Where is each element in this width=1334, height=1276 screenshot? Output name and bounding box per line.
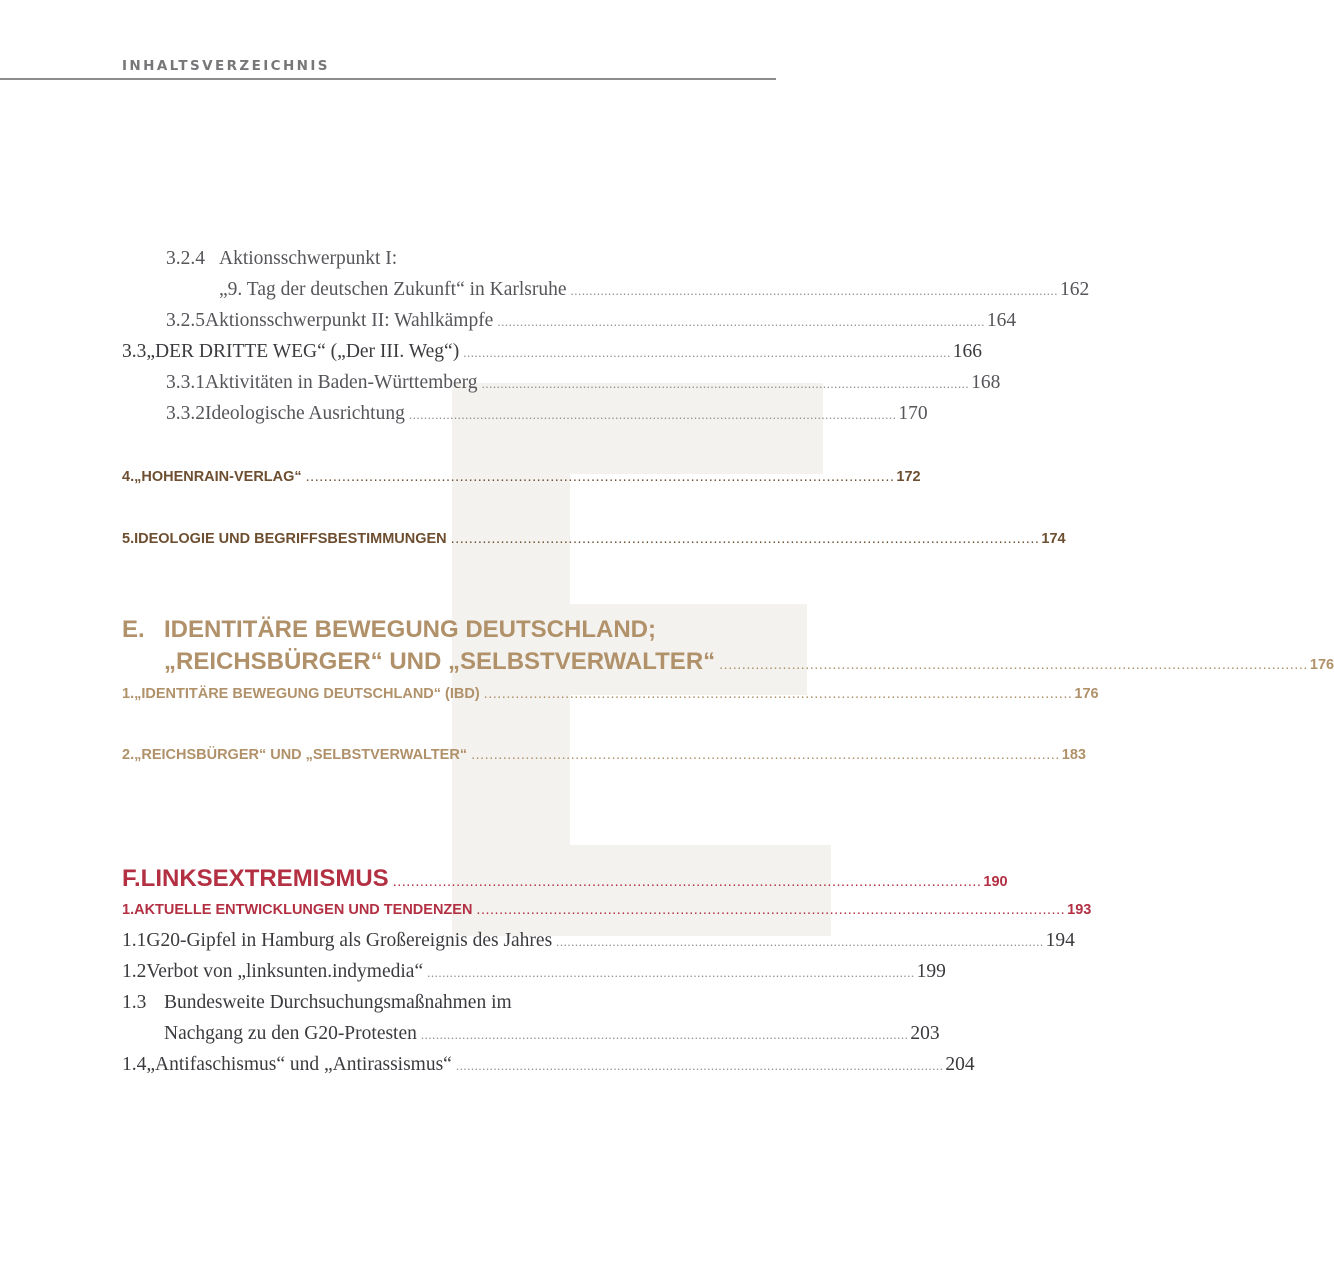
entry-title: „REICHSBÜRGER“ UND „SELBSTVERWALTER“ (134, 747, 468, 763)
toc-entry-e-2 (122, 747, 1086, 777)
leader-dots: .................................................................................................................................. (719, 657, 1308, 673)
leader-dots: .................................................................................................................................. (408, 407, 897, 422)
entry-page: 194 (1045, 930, 1075, 951)
toc-entry-1-3 (122, 992, 770, 1022)
toc-entry-3-2-4-continued (219, 279, 1090, 309)
leader-dots: .................................................................................................................................. (427, 965, 915, 980)
entry-number: 1.1 (122, 930, 147, 951)
entry-number: 3.3 (122, 341, 147, 362)
leader-dots: .................................................................................................................................. (463, 345, 951, 360)
entry-title: G20-Gipfel in Hamburg als Großereignis des Jahres (146, 930, 553, 951)
entry-number: 3.2.4 (166, 248, 205, 269)
entry-number: 3.3.1 (166, 372, 205, 393)
entry-title: Aktionsschwerpunkt I: (219, 248, 398, 269)
entry-number: 1.3 (122, 992, 147, 1013)
entry-title: „Antifaschismus“ und „Antirassismus“ (146, 1054, 452, 1075)
header-rule (0, 78, 776, 80)
leader-dots: .................................................................................................................................. (455, 1058, 944, 1073)
leader-dots: .................................................................................................................................. (476, 902, 1066, 918)
toc-entry-1-2 (122, 961, 946, 991)
entry-title: IDEOLOGIE UND BEGRIFFSBESTIMMUNGEN (134, 531, 447, 547)
toc-entry-4 (122, 469, 921, 499)
entry-title: Nachgang zu den G20-Protesten (164, 1023, 417, 1044)
entry-page: 199 (916, 961, 946, 982)
toc-entry-1-1 (122, 930, 1075, 960)
toc-entry-3-3 (122, 341, 982, 371)
entry-page: 174 (1041, 531, 1066, 547)
entry-title: „DER DRITTE WEG“ („Der III. Weg“) (146, 341, 460, 362)
toc-entry-3-2-4 (166, 248, 770, 278)
entry-page: 183 (1061, 747, 1086, 763)
entry-title: „HOHENRAIN-VERLAG“ (134, 469, 302, 485)
leader-dots: .................................................................................................................................. (305, 469, 895, 485)
entry-page: 168 (971, 372, 1001, 393)
toc-entry-3-3-1 (166, 372, 1001, 402)
toc-entry-5 (122, 531, 1066, 561)
toc-entry-3-3-2 (166, 403, 928, 433)
toc-chapter-e-continued (164, 648, 1334, 682)
entry-page: 203 (910, 1023, 940, 1044)
entry-number: 4. (122, 469, 135, 485)
toc-entry-f-1 (122, 902, 1092, 932)
entry-page: 190 (983, 874, 1008, 890)
entry-number: 3.3.2 (166, 403, 205, 424)
entry-number: E. (122, 616, 145, 643)
entry-page: 170 (898, 403, 928, 424)
leader-dots: .................................................................................................................................. (556, 934, 1044, 949)
toc-entry-1-3-continued (164, 1023, 940, 1053)
toc-entry-1-4 (122, 1054, 975, 1084)
entry-number: F. (122, 865, 141, 892)
entry-title: Aktivitäten in Baden-Württemberg (205, 372, 478, 393)
leader-dots: .................................................................................................................................. (392, 874, 982, 890)
entry-number: 1.2 (122, 961, 147, 982)
leader-dots: .................................................................................................................................. (471, 747, 1060, 763)
entry-number: 5. (122, 531, 135, 547)
toc-entry-e-1 (122, 686, 1099, 716)
entry-title: LINKSEXTREMISMUS (140, 865, 389, 892)
section-header: INHALTSVERZEICHNIS (122, 58, 330, 74)
entry-number: 3.2.5 (166, 310, 205, 331)
entry-page: 176 (1309, 657, 1334, 673)
leader-dots: .................................................................................................................................. (497, 314, 985, 329)
entry-title: „IDENTITÄRE BEWEGUNG DEUTSCHLAND“ (IBD) (134, 686, 480, 702)
leader-dots: .................................................................................................................................. (450, 531, 1040, 547)
entry-page: 164 (986, 310, 1017, 331)
entry-number: 1. (122, 902, 135, 918)
entry-title: Bundesweite Durchsuchungsmaßnahmen im (164, 992, 512, 1013)
entry-title: Verbot von „linksunten.indymedia“ (146, 961, 424, 982)
toc-chapter-f (122, 865, 1008, 899)
entry-page: 162 (1060, 279, 1090, 300)
leader-dots: .................................................................................................................................. (481, 376, 970, 391)
entry-page: 204 (945, 1054, 975, 1075)
leader-dots: .................................................................................................................................. (420, 1027, 909, 1042)
toc-chapter-e (122, 616, 770, 650)
entry-page: 172 (896, 469, 921, 485)
entry-title: IDENTITÄRE BEWEGUNG DEUTSCHLAND; (164, 616, 656, 643)
leader-dots: .................................................................................................................................. (570, 283, 1059, 298)
entry-number: 2. (122, 747, 135, 763)
entry-page: 193 (1067, 902, 1092, 918)
entry-title: Aktionsschwerpunkt II: Wahlkämpfe (205, 310, 494, 331)
toc-entry-3-2-5 (166, 310, 1017, 340)
entry-title: „REICHSBÜRGER“ UND „SELBSTVERWALTER“ (164, 648, 716, 675)
entry-title: „9. Tag der deutschen Zukunft“ in Karlsruhe (219, 279, 567, 300)
entry-title: Ideologische Ausrichtung (205, 403, 405, 424)
entry-number: 1.4 (122, 1054, 147, 1075)
entry-page: 166 (952, 341, 982, 362)
entry-title: AKTUELLE ENTWICKLUNGEN UND TENDENZEN (134, 902, 473, 918)
entry-page: 176 (1074, 686, 1099, 702)
entry-number: 1. (122, 686, 135, 702)
leader-dots: .................................................................................................................................. (483, 686, 1073, 702)
